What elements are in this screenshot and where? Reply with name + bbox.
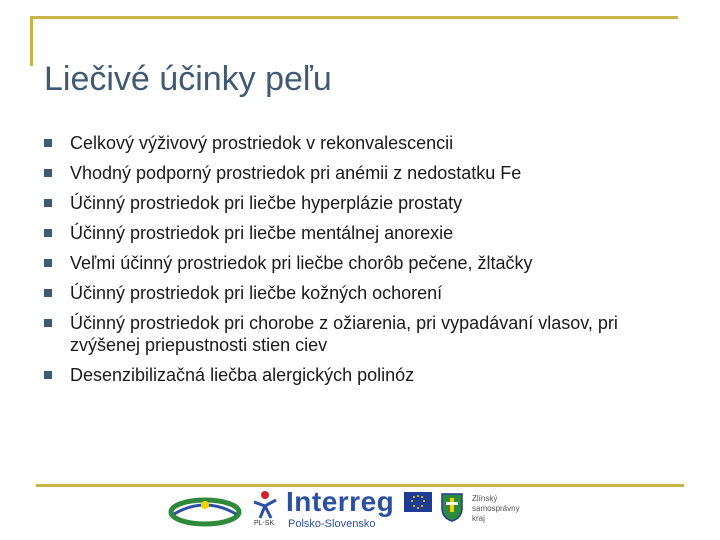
bullet-item <box>44 282 684 304</box>
footer-logos <box>160 488 540 538</box>
plsk-label: PL-SK <box>254 520 275 527</box>
bullet-text: Veľmi účinný prostriedok pri liečbe chorôb pečene, žltačky <box>70 253 533 273</box>
left-frame-line <box>30 16 33 66</box>
square-bullet-icon <box>44 259 52 267</box>
bullet-item <box>44 222 684 244</box>
bullet-text: Desenzibilizačná liečba alergických polinóz <box>70 365 415 385</box>
square-bullet-icon <box>44 199 52 207</box>
euroregion-logo-icon <box>168 494 242 530</box>
bullet-item <box>44 364 684 386</box>
bullet-text: Účinný prostriedok pri liečbe hyperplázie prostaty <box>70 193 463 213</box>
bullet-item <box>44 162 684 184</box>
region-line-1: Zlínský <box>472 494 498 503</box>
eu-flag-icon <box>404 492 432 512</box>
bullet-text: Vhodný podporný prostriedok pri anémii z nedostatku Fe <box>70 163 522 183</box>
top-frame-line <box>30 16 678 19</box>
region-line-3: kraj <box>472 514 485 523</box>
square-bullet-icon <box>44 169 52 177</box>
interreg-program-name: Polsko-Slovensko <box>288 518 376 530</box>
bullet-text: Celkový výživový prostriedok v rekonvalescencii <box>70 133 454 153</box>
bullet-text: Účinný prostriedok pri liečbe kožných ochorení <box>70 283 443 303</box>
square-bullet-icon <box>44 289 52 297</box>
plsk-figure-icon <box>252 490 278 522</box>
bullet-item <box>44 252 684 274</box>
coat-of-arms-icon <box>440 492 464 522</box>
bullet-text: Účinný prostriedok pri chorobe z ožiarenia, pri vypadávaní vlasov, pri zvýšenej priepustnosti stien ciev <box>70 313 618 355</box>
region-line-2: samosprávny <box>472 504 520 513</box>
square-bullet-icon <box>44 139 52 147</box>
bullet-item <box>44 192 684 214</box>
square-bullet-icon <box>44 229 52 237</box>
slide-title: Liečivé účinky peľu <box>44 60 332 98</box>
bullet-item <box>44 132 684 154</box>
bullet-list <box>44 132 684 394</box>
bullet-item <box>44 312 684 356</box>
interreg-wordmark: Interreg <box>286 486 395 517</box>
square-bullet-icon <box>44 319 52 327</box>
square-bullet-icon <box>44 371 52 379</box>
bullet-text: Účinný prostriedok pri liečbe mentálnej anorexie <box>70 223 454 243</box>
